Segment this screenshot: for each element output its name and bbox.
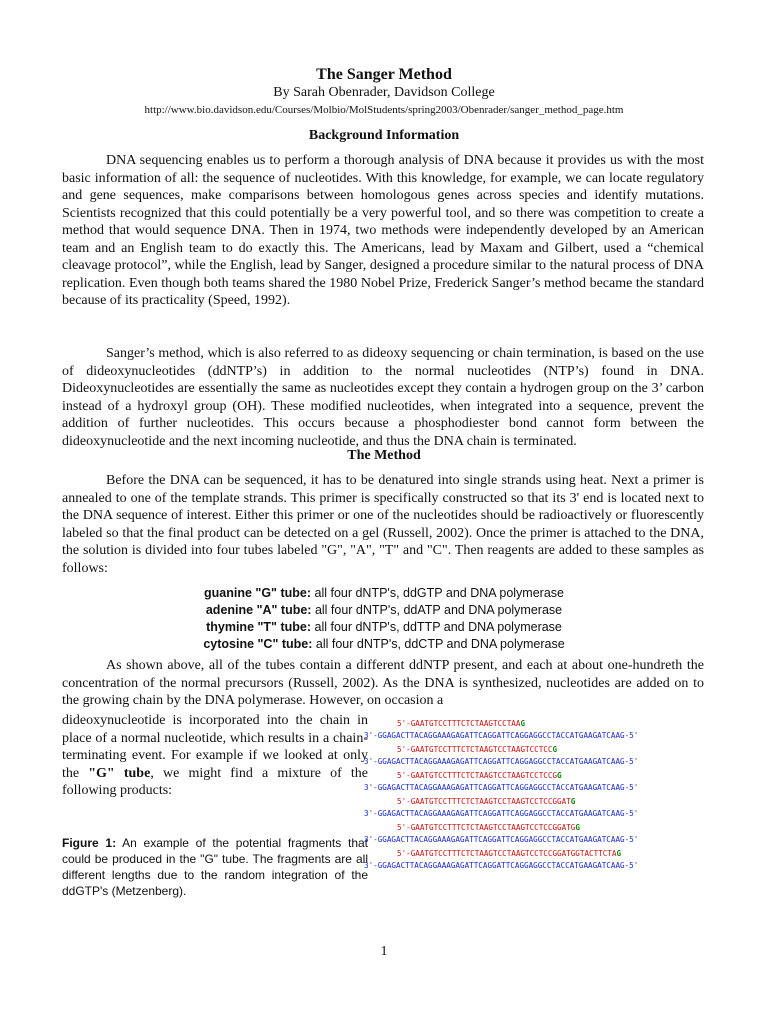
tube-item (0, 585, 768, 602)
sequence-pair (364, 744, 764, 770)
tube-label: thymine "T" tube: (206, 620, 312, 634)
terminating-ddg: G (616, 849, 622, 858)
source-url: http://www.bio.davidson.edu/Courses/Molbio/MolStudents/spring2003/Obenrader/sanger_method_page.htm (144, 104, 624, 116)
tube-item (0, 636, 768, 653)
tube-label: guanine "G" tube: (204, 586, 312, 600)
fragment-sequence: 5'-GAATGTCCTTTCTCTAAGTCCTAA (397, 719, 521, 728)
fragment-sequence: 5'-GAATGTCCTTTCTCTAAGTCCTAAGTCCTCCGGATGGTACTTCTA (397, 849, 617, 858)
fragment-sequence: 5'-GAATGTCCTTTCTCTAAGTCCTAAGTCCTCCGGAT (397, 797, 571, 806)
sequence-pair (364, 770, 764, 796)
background-heading: Background Information (308, 128, 460, 143)
tube-item (0, 602, 768, 619)
template-3-prime: 3'-GGAGACTTACAGGAAAGAGATTCAGGATTCAGGAGGCCTACCATGAAGATCAAG-5' (364, 757, 639, 766)
tube-reagents: all four dNTP's, ddATP and DNA polymerase (311, 603, 563, 617)
fragment-5-prime (397, 796, 575, 807)
sequence-pair (364, 822, 764, 848)
template-3-prime: 3'-GGAGACTTACAGGAAAGAGATTCAGGATTCAGGAGGCCTACCATGAAGATCAAG-5' (364, 783, 639, 792)
tube-reagent-list (0, 585, 768, 653)
tube-reagents: all four dNTP's, ddGTP and DNA polymerase (311, 586, 564, 600)
template-3-prime: 3'-GGAGACTTACAGGAAAGAGATTCAGGATTCAGGAGGCCTACCATGAAGATCAAG-5' (364, 731, 639, 740)
tube-reagents: all four dNTP's, ddCTP and DNA polymerase (312, 637, 565, 651)
g-tube-emphasis: "G" tube (88, 765, 151, 781)
fragment-5-prime (397, 822, 580, 833)
background-paragraph-2: Sanger’s method, which is also referred to as dideoxy sequencing or chain termination, is based on the use of dideoxynucleotides (ddNTP’s) in addition to the normal nucleotides (NTP’s) found in DNA. Dideoxynucleotides are essentially the same as nucleotides except they contain a hydrogen group on the 3’ carbon instead of a hydroxyl group (OH). These modified nucleotides, when integrated into a sequence, prevent the addition of further nucleotides. This occurs because a phosphodiester bond cannot form between the dideoxynucleotide and the next incoming nucleotide, and thus the DNA chain is terminated. (62, 346, 704, 449)
method-heading: The Method (347, 448, 421, 463)
sequence-pair (364, 718, 764, 744)
sequence-pair (364, 796, 764, 822)
terminating-ddg: G (575, 823, 580, 832)
terminating-ddg: G (557, 771, 562, 780)
tube-reagents: all four dNTP's, ddTTP and DNA polymerase (311, 620, 562, 634)
fragment-5-prime (397, 744, 557, 755)
figure-caption-text: An example of the potential fragments that could be produced in the "G" tube. The fragments are all different lengths due to the random integration of the ddGTP's (Metzenberg). (62, 836, 369, 898)
method-paragraph-3 (62, 712, 368, 800)
fragment-sequence: 5'-GAATGTCCTTTCTCTAAGTCCTAAGTCCTCCGGATG (397, 823, 576, 832)
terminating-ddg: G (520, 719, 526, 728)
tube-label: adenine "A" tube: (205, 603, 312, 617)
fragment-5-prime (397, 848, 621, 859)
document-title: The Sanger Method (316, 66, 452, 83)
tube-item (0, 619, 768, 636)
fragment-5-prime (397, 718, 525, 729)
method-paragraph-2: As shown above, all of the tubes contain a different ddNTP present, and each at about one-hundreth the concentration of the normal precursors (Russell, 2002). As the DNA is synthesized, nucleotides are added on to the growing chain by the DNA polymerase. However, on occasion a (62, 658, 704, 708)
tube-label: cytosine "C" tube: (203, 637, 313, 651)
terminating-ddg: G (552, 745, 558, 754)
page-number: 1 (380, 944, 388, 959)
template-3-prime: 3'-GGAGACTTACAGGAAAGAGATTCAGGATTCAGGAGGCCTACCATGAAGATCAAG-5' (364, 861, 639, 870)
fragment-5-prime (397, 770, 562, 781)
fragment-sequence: 5'-GAATGTCCTTTCTCTAAGTCCTAAGTCCTCCG (397, 771, 558, 780)
paragraph-text: , we might find a mixture of the following products: (62, 765, 368, 799)
fragment-sequence: 5'-GAATGTCCTTTCTCTAAGTCCTAAGTCCTCC (397, 745, 553, 754)
sequence-figure (364, 718, 764, 874)
terminating-ddg: G (570, 797, 576, 806)
background-paragraph-1: DNA sequencing enables us to perform a thorough analysis of DNA because it provides us with the most basic information of all: the sequence of nucleotides. With this knowledge, for example, we can locate regulatory and gene sequences, make comparisons between homologous genes across species and identify mutations. Scientists recognized that this could potentially be a very powerful tool, and so there was competition to create a method that would sequence DNA. Then in 1974, two methods were independently developed by an American team and an English team to do exactly this. The Americans, lead by Maxam and Gilbert, used a “chemical cleavage protocol”, while the English, lead by Sanger, designed a procedure similar to the natural process of DNA replication. Even though both teams shared the 1980 Nobel Prize, Frederick Sanger’s method became the standard because of its practicality (Speed, 1992). (62, 153, 704, 308)
method-paragraph-1: Before the DNA can be sequenced, it has to be denatured into single strands using heat. Next a primer is annealed to one of the template strands. This primer is specifically constructed so that its 3' end is located next to the DNA sequence of interest. Either this primer or one of the nucleotides should be radioactively or fluorescently labeled so that the final product can be detected on a gel (Russell, 2002). Once the primer is attached to the DNA, the solution is divided into four tubes labeled "G", "A", "T" and "C". Then reagents are added to these samples as follows: (62, 473, 704, 576)
figure-caption (62, 835, 368, 899)
sequence-pair (364, 848, 764, 874)
paragraph-text: dideoxynucleotide is incorporated into the chain in place of a normal nucleotide, which results in a chain-terminating event. For example if we looked at only the (62, 713, 368, 781)
template-3-prime: 3'-GGAGACTTACAGGAAAGAGATTCAGGATTCAGGAGGCCTACCATGAAGATCAAG-5' (364, 835, 639, 844)
author-line: By Sarah Obenrader, Davidson College (273, 85, 495, 100)
figure-label: Figure 1: (62, 836, 117, 850)
template-3-prime: 3'-GGAGACTTACAGGAAAGAGATTCAGGATTCAGGAGGCCTACCATGAAGATCAAG-5' (364, 809, 639, 818)
